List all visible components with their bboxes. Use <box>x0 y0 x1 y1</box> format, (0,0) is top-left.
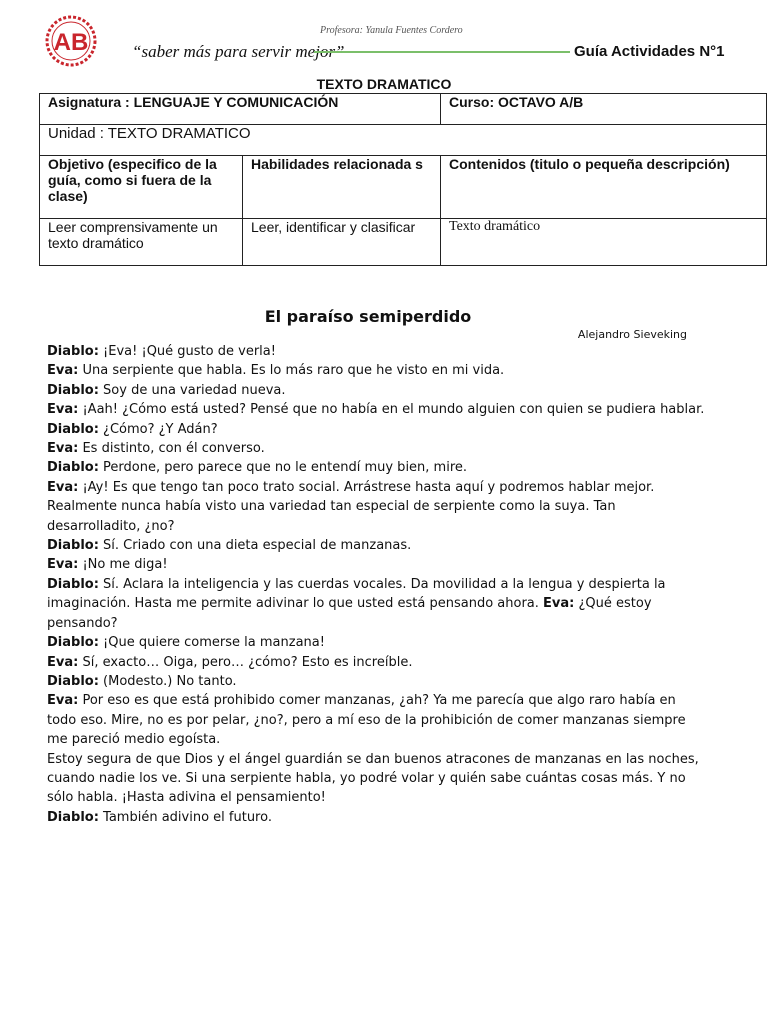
speaker-name: Eva: <box>47 557 79 573</box>
dialogue-text: Soy de una variedad nueva. <box>98 382 286 398</box>
table-row <box>40 156 767 219</box>
dialogue-line <box>47 555 707 574</box>
dialogue-line <box>47 672 707 691</box>
speaker-name: Diablo: <box>47 382 99 398</box>
dialogue-text: ¿Cómo? ¿Y Adán? <box>98 421 218 437</box>
speaker-name: Eva: <box>47 693 79 709</box>
dialogue-line <box>47 420 707 439</box>
speaker-name: Eva: <box>47 402 79 418</box>
dialogue-line <box>47 478 707 536</box>
skills-header: Habilidades relacionada s <box>243 156 441 219</box>
table-row <box>40 94 767 125</box>
course-cell: Curso: OCTAVO A/B <box>441 94 767 125</box>
dialogue-text: (Modesto.) No tanto. <box>98 673 237 689</box>
speaker-name: Eva: <box>47 479 79 495</box>
speaker-name: Diablo: <box>47 576 99 592</box>
dialogue-text: Una serpiente que habla. Es lo más raro que he visto en mi vida. <box>78 363 505 379</box>
dialogue-text: ¡Aah! ¿Cómo está usted? Pensé que no había en el mundo alguien con quien se pudiera hablar. <box>78 402 705 418</box>
dialogue-line <box>47 400 707 419</box>
signature-rule <box>314 51 570 53</box>
objective-header: Objetivo (especifico de la guía, como si fuera de la clase) <box>40 156 243 219</box>
dialogue-text: ¿Qué estoy pensando? <box>47 596 652 631</box>
dialogue-line <box>47 633 707 652</box>
dialogue-text: Sí, exacto… Oiga, pero… ¿cómo? Esto es increíble. <box>78 654 413 670</box>
dialogue <box>47 342 707 827</box>
dialogue-line <box>47 808 707 827</box>
dialogue-text: Perdone, pero parece que no le entendí muy bien, mire. <box>98 460 468 476</box>
table-row <box>40 125 767 156</box>
dialogue-text: Estoy segura de que Dios y el ángel guardián se dan buenos atracones de manzanas en las noches, cuando nadie los ve. Si una serpiente habla, yo podré volar y quién sabe cuántas cosas más. Y no sólo habla. ¡Hasta adivina el pensamiento! <box>47 751 699 806</box>
dialogue-text: ¡Que quiere comerse la manzana! <box>98 635 325 651</box>
story-author: Alejandro Sieveking <box>577 328 687 341</box>
dialogue-line <box>47 750 707 808</box>
dialogue-line <box>47 575 707 633</box>
dialogue-text: ¡No me diga! <box>78 557 168 573</box>
school-motto: “saber más para servir mejor” <box>132 42 345 61</box>
speaker-name: Eva: <box>47 441 79 457</box>
dialogue-text: Sí. Criado con una dieta especial de manzanas. <box>98 538 412 554</box>
guide-label: Guía Actividades N°1 <box>574 43 725 60</box>
dialogue-line <box>47 536 707 555</box>
objective-value: Leer comprensivamente un texto dramático <box>40 219 243 266</box>
dialogue-line <box>47 439 707 458</box>
speaker-name: Diablo: <box>47 809 99 825</box>
unit-cell: Unidad : TEXTO DRAMATICO <box>40 125 767 156</box>
dialogue-line <box>47 458 707 477</box>
speaker-name: Diablo: <box>47 344 99 359</box>
dialogue-text: Es distinto, con él converso. <box>78 441 265 457</box>
speaker-name: Eva: <box>47 363 79 379</box>
dialogue-line <box>47 691 707 749</box>
story-title: El paraíso semiperdido <box>264 307 472 326</box>
subject-cell: Asignatura : LENGUAJE Y COMUNICACIÓN <box>40 94 441 125</box>
teacher-signature-line <box>314 25 570 55</box>
dialogue-text: ¡Eva! ¡Qué gusto de verla! <box>98 344 276 359</box>
speaker-name: Diablo: <box>47 421 99 437</box>
skills-value: Leer, identificar y clasificar <box>243 219 441 266</box>
school-logo <box>42 14 100 68</box>
dialogue-text: Sí. Aclara la inteligencia y las cuerdas vocales. Da movilidad a la lengua y despierta la imaginación. Hasta me permite adivinar lo que usted está pensando ahora. <box>47 576 666 612</box>
speaker-name: Diablo: <box>47 635 99 651</box>
logo-lettering: AB <box>53 29 89 56</box>
dialogue-line <box>47 342 707 361</box>
speaker-name: Diablo: <box>47 460 99 476</box>
table-row <box>40 219 767 266</box>
dialogue-text: Por eso es que está prohibido comer manzanas, ¿ah? Ya me parecía que algo raro había en todo eso. Mire, no es por pelar, ¿no?, pero a mí eso de la prohibición de comer manzanas siempre me pareció medio egoísta. <box>47 693 686 748</box>
speaker-name: Eva: <box>543 596 575 612</box>
speaker-name: Eva: <box>47 654 79 670</box>
dialogue-text: ¡Ay! Es que tengo tan poco trato social. Arrástrese hasta aquí y podremos hablar mejor. Realmente nunca había visto una variedad tan especial de serpiente como la suya. Tan desarrolladito, ¿no? <box>47 479 655 534</box>
dialogue-text: También adivino el futuro. <box>98 809 272 825</box>
contents-header: Contenidos (titulo o pequeña descripción) <box>441 156 767 219</box>
document-title: TEXTO DRAMATICO <box>316 76 452 92</box>
speaker-name: Diablo: <box>47 673 99 689</box>
info-table <box>39 93 767 266</box>
dialogue-line <box>47 653 707 672</box>
dialogue-line <box>47 381 707 400</box>
teacher-name: Profesora: Yanula Fuentes Cordero <box>320 25 463 36</box>
speaker-name: Diablo: <box>47 538 99 554</box>
contents-value: Texto dramático <box>441 219 767 266</box>
dialogue-line <box>47 361 707 380</box>
